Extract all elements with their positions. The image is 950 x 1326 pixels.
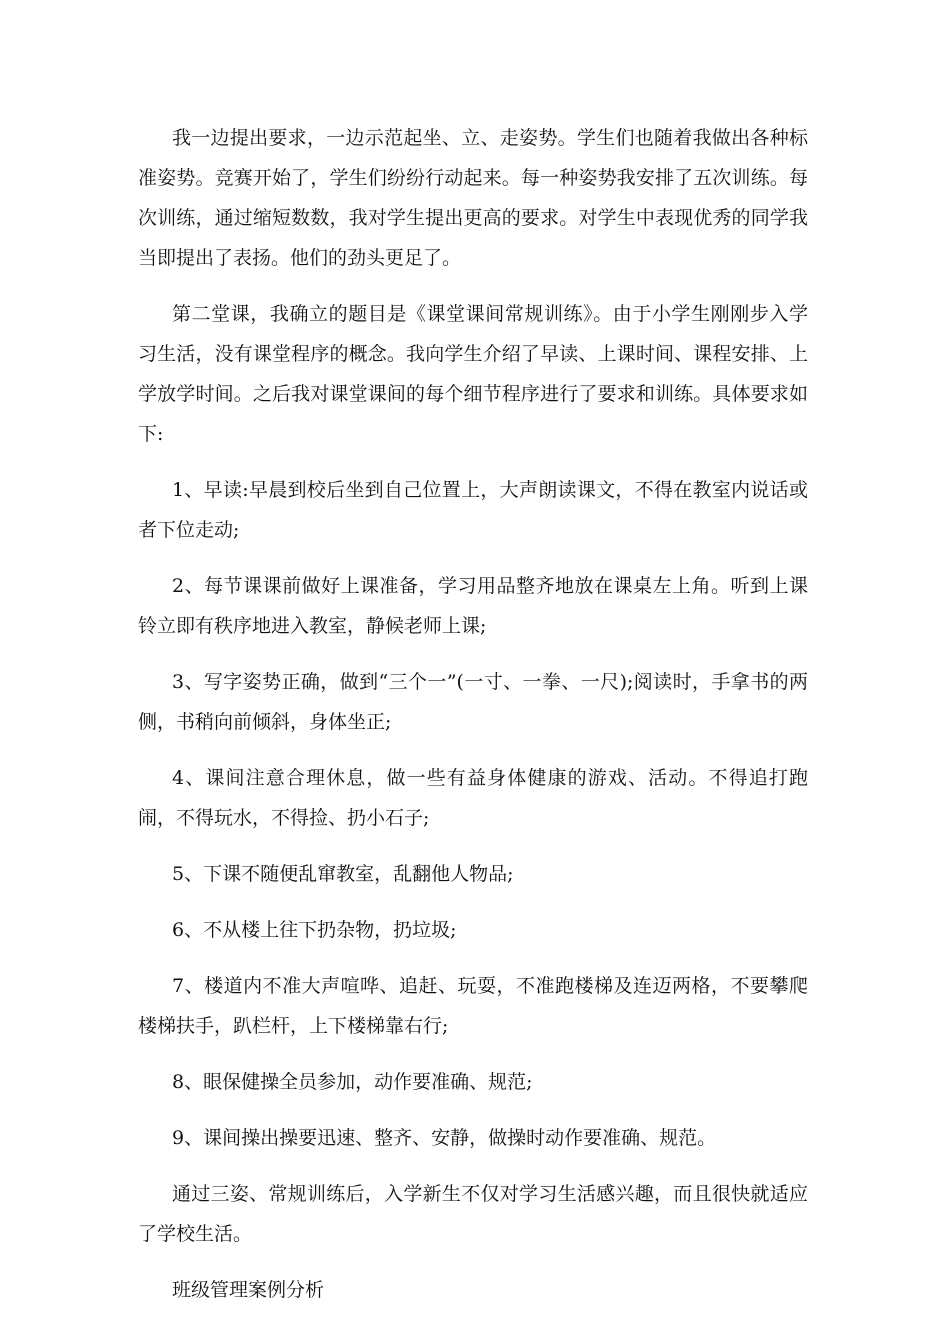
paragraph: 我一边提出要求，一边示范起坐、立、走姿势。学生们也随着我做出各种标准姿势。竞赛开始了，学生们纷纷行动起来。每一种姿势我安排了五次训练。每次训练，通过缩短数数，我对学生提出更高的要求。对学生中表现优秀的同学我当即提出了表扬。他们的劲头更足了。 [138, 127, 808, 269]
list-item: 1、早读:早晨到校后坐到自己位置上，大声朗读课文，不得在教室内说话或者下位走动; [138, 479, 808, 541]
list-item: 5、下课不随便乱窜教室，乱翻他人物品; [172, 863, 514, 885]
list-item: 9、课间操出操要迅速、整齐、安静，做操时动作要准确、规范。 [172, 1127, 717, 1149]
list-item: 4、课间注意合理休息，做一些有益身体健康的游戏、活动。不得追打跑闹，不得玩水，不得捡、扔小石子; [138, 767, 808, 829]
section-heading: 班级管理案例分析 [172, 1279, 325, 1301]
list-item: 2、每节课课前做好上课准备，学习用品整齐地放在课桌左上角。听到上课铃立即有秩序地进入教室，静候老师上课; [138, 575, 808, 637]
list-item: 8、眼保健操全员参加，动作要准确、规范; [172, 1071, 533, 1093]
list-item: 3、写字姿势正确，做到“三个一”(一寸、一拳、一尺);阅读时，手拿书的两侧，书稍向前倾斜，身体坐正; [138, 671, 808, 733]
paragraph: 通过三姿、常规训练后，入学新生不仅对学习生活感兴趣，而且很快就适应了学校生活。 [138, 1183, 808, 1245]
document-body [138, 118, 808, 1326]
paragraph: 第二堂课，我确立的题目是《课堂课间常规训练》。由于小学生刚刚步入学习生活，没有课堂程序的概念。我向学生介绍了早读、上课时间、课程安排、上学放学时间。之后我对课堂课间的每个细节程序进行了要求和训练。具体要求如下: [138, 303, 808, 445]
list-item: 7、楼道内不准大声喧哗、追赶、玩耍，不准跑楼梯及连迈两格，不要攀爬楼梯扶手，趴栏杆，上下楼梯靠右行; [138, 975, 808, 1037]
list-item: 6、不从楼上往下扔杂物，扔垃圾; [172, 919, 457, 941]
